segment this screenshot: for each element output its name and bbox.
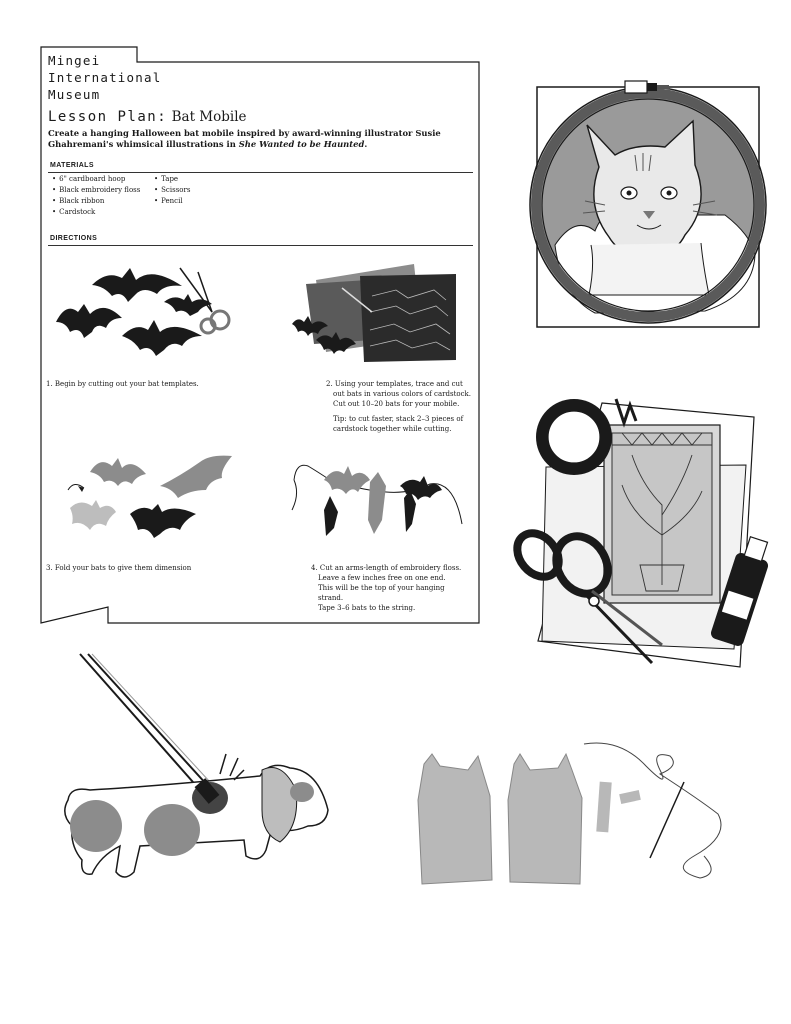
book-title: She Wanted to be Haunted [238,139,365,149]
lesson-title [48,109,247,125]
cardboard-cats-illustration [410,740,745,890]
list-item: • Black embroidery floss [52,185,140,196]
tip-text: Tip: to cut faster, stack 2–3 pieces of [333,415,464,423]
step-3 [46,563,266,573]
museum-line: Mingei [48,53,101,68]
step-text: Leave a few inches free on one end. [318,574,446,582]
museum-line: International [48,70,162,85]
tip-text: cardstock together while cutting. [333,425,452,433]
materials-list-2 [154,174,190,207]
step-text: 3. Fold your bats to give them dimension [46,564,192,572]
materials-rule [48,172,473,173]
step-text: Tape 3–6 bats to the string. [318,604,416,612]
step-text: 1. Begin by cutting out your bat templates. [46,380,199,388]
directions-heading: DIRECTIONS [50,235,98,242]
materials-heading: MATERIALS [50,162,94,169]
materials-list-1 [52,174,140,218]
museum-logo [48,52,161,103]
step-text: strand. [318,594,344,602]
traced-cardstock-illustration [286,260,476,365]
lesson-plan-prefix: Lesson Plan: [48,109,168,125]
step-2 [326,379,476,434]
step-text: This will be the top of your hanging [318,584,445,592]
step-4 [311,563,476,613]
step-text: Cut out 10–20 bats for your mobile. [333,400,460,408]
list-item: • Cardstock [52,207,140,218]
bats-cutout-illustration [52,260,242,360]
step-text: 2. Using your templates, trace and cut [326,380,463,388]
bat-string-illustration [290,450,470,550]
list-item: • Tape [154,174,190,185]
list-item: • Scissors [154,185,190,196]
step-1 [46,379,266,389]
folded-bats-illustration [60,450,245,545]
list-item: • 6" cardboard hoop [52,174,140,185]
intro-end: . [364,139,368,149]
lesson-name: Bat Mobile [171,109,247,125]
cat-embroidery-hoop-illustration [525,55,785,335]
list-item: • Pencil [154,196,190,207]
museum-line: Museum [48,87,101,102]
directions-rule [48,245,473,246]
intro-text: Create a hanging Halloween bat mobile inspired by award-winning illustrator Susie Ghahremani's whimsical illustrations in [48,128,441,149]
step-text: 4. Cut an arms-length of embroidery floss. [311,564,462,572]
step-text: out bats in various colors of cardstock. [333,390,471,398]
list-item: • Black ribbon [52,196,140,207]
painted-dog-illustration [50,650,340,890]
lesson-intro [48,128,473,150]
supplies-illustration [512,395,787,670]
lesson-card [40,46,480,624]
